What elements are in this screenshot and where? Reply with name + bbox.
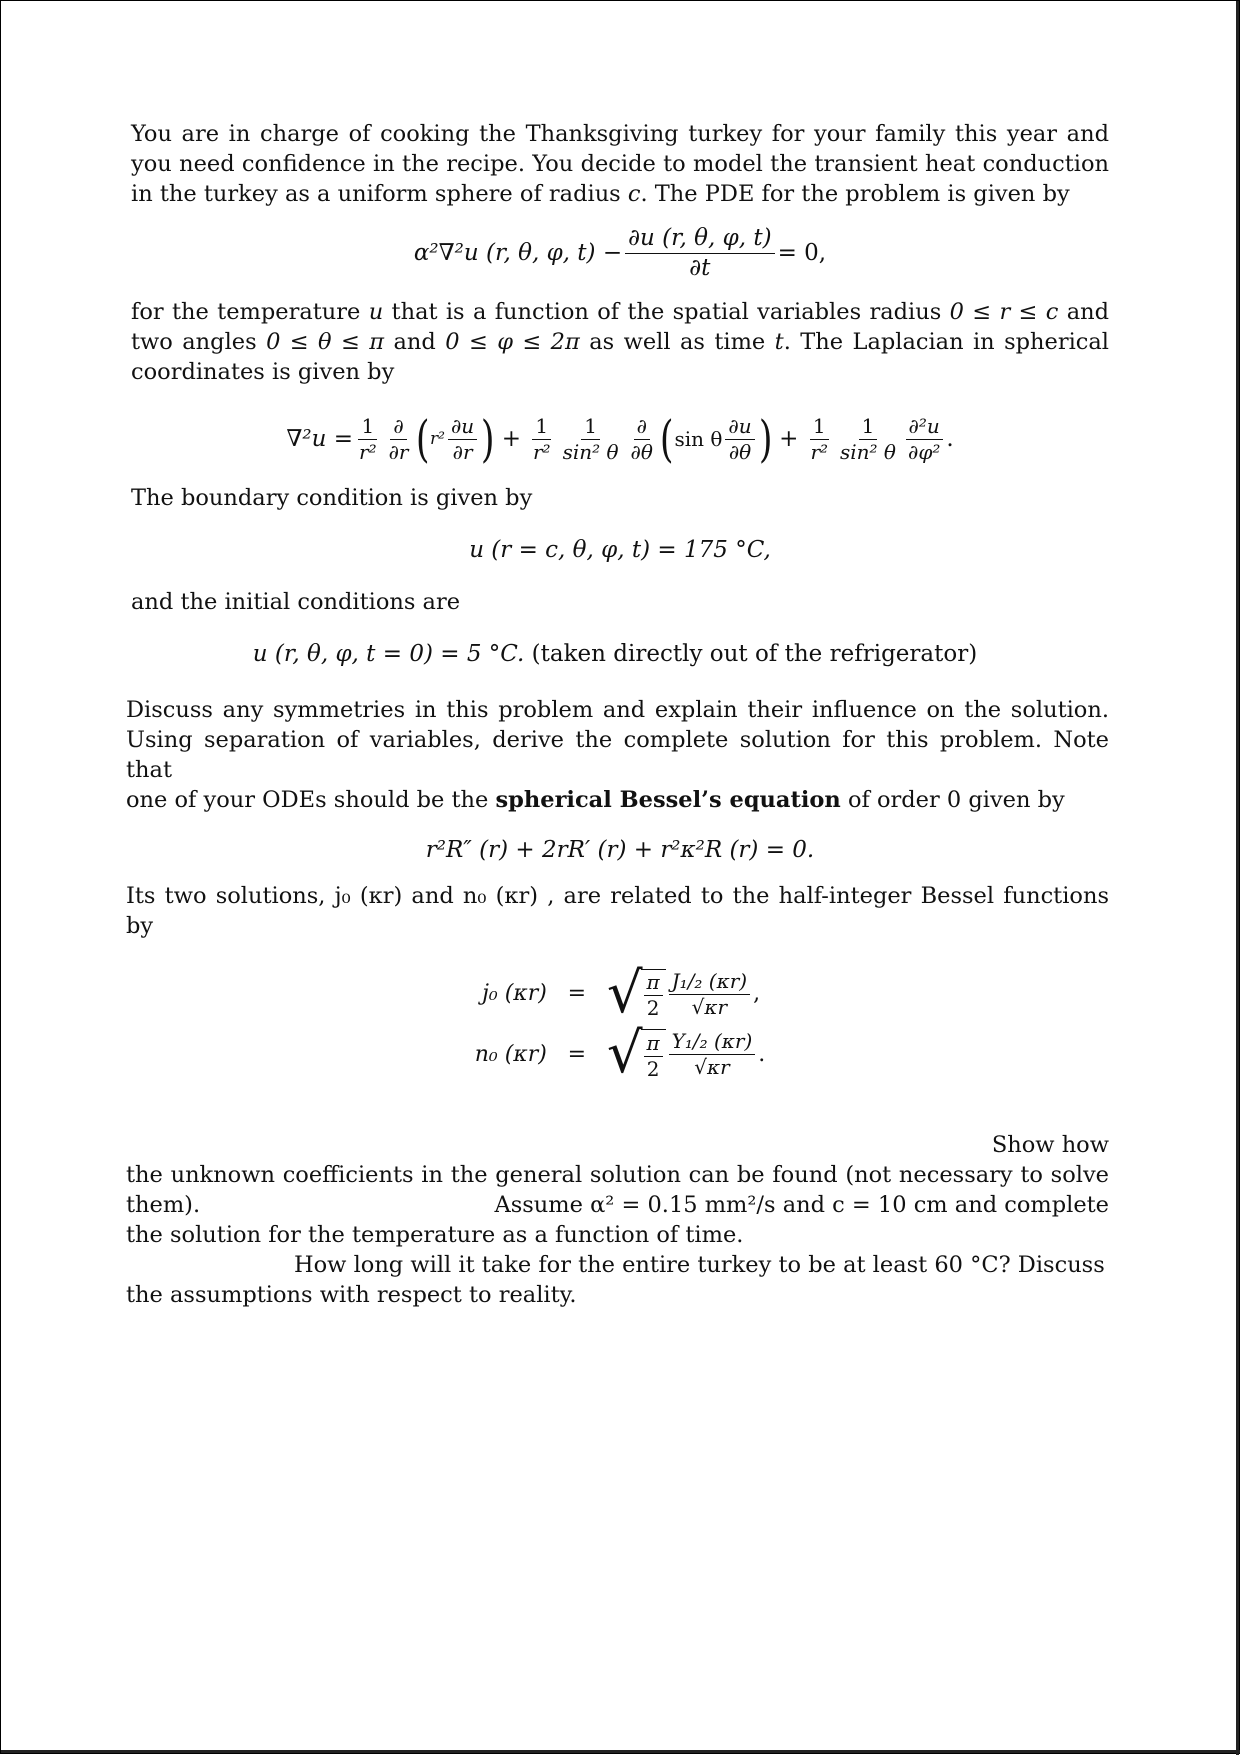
- closing-paragraph: [126, 1130, 1109, 1310]
- pde-numerator: ∂u (r, θ, φ, t): [625, 226, 775, 253]
- left-paren: (: [415, 410, 430, 468]
- lap-frac-3: [448, 413, 477, 464]
- pde-fraction: [625, 226, 775, 279]
- lap-frac-6-num: ∂: [634, 416, 650, 440]
- temperature-variable: u: [368, 299, 384, 325]
- bc-equation: u (r = c, θ, φ, t) = 175 °C,: [469, 537, 771, 563]
- n0-numerator: Y₁/₂ (κr): [669, 1031, 756, 1055]
- page-shadow-bottom: [1, 1750, 1240, 1753]
- lap-frac-1-den: r²: [359, 439, 377, 464]
- vars-text-1: for the temperature: [131, 299, 361, 325]
- lap-frac-8-den: r²: [810, 439, 829, 464]
- n0-end: .: [758, 1041, 766, 1067]
- closing-line-4: How long will it take for the entire turkey to be at least 60 °C? Discuss: [294, 1251, 1105, 1278]
- n0-equals: =: [567, 1041, 587, 1067]
- radical-sign: √: [606, 1021, 643, 1087]
- vars-text-3: and two angles: [131, 299, 1109, 355]
- vars-text-4: and: [393, 329, 436, 355]
- radical-sign: √: [606, 961, 643, 1026]
- lap-frac-5-den: sin² θ: [562, 439, 619, 464]
- intro-line-2: you need confidence in the recipe. You decide to model the transient heat conduction: [131, 151, 1109, 177]
- vars-text-2: that is a function of the spatial variables radius: [391, 299, 942, 325]
- right-paren: ): [481, 410, 495, 468]
- lap-end: .: [946, 426, 954, 452]
- lap-frac-7: [725, 413, 754, 464]
- lap-frac-10-den: ∂φ²: [907, 439, 941, 464]
- lap-frac-8: [807, 413, 831, 464]
- solutions-paragraph: [126, 881, 1109, 941]
- problem-text: [126, 119, 1110, 1310]
- j0-denominator: √κr: [691, 994, 728, 1019]
- pde-rhs: = 0,: [777, 240, 827, 266]
- lap-frac-4-den: r²: [533, 439, 551, 464]
- discuss-line-3-text: one of your ODEs should be the: [126, 787, 489, 813]
- j0-equals: =: [567, 981, 587, 1007]
- theta-range: 0 ≤ θ ≤ π: [266, 329, 385, 355]
- j0-rhs: [606, 961, 765, 1026]
- closing-show-how: Show how: [991, 1131, 1109, 1158]
- lap-plus-2: +: [779, 426, 799, 452]
- intro-line-1: You are in charge of cooking the Thanksgiving turkey for your family this year and: [131, 121, 1109, 147]
- variables-paragraph: [131, 297, 1109, 387]
- n0-pi: π: [644, 1033, 663, 1057]
- lap-frac-9-den: sin² θ: [840, 439, 896, 464]
- n0-radicand: [641, 1029, 666, 1079]
- discuss-line-2: Using separation of variables, derive the complete solution for this problem. Note that: [126, 727, 1109, 783]
- n0-denominator: √κr: [694, 1055, 730, 1080]
- closing-line-1: the unknown coefficients in the general solution can be found (not necessary to solve: [126, 1161, 1109, 1188]
- j0-fraction: [669, 968, 750, 1019]
- intro-paragraph: [131, 119, 1109, 209]
- intro-line-3-end: . The PDE for the problem is given by: [640, 181, 1070, 207]
- closing-line-2: [126, 1190, 1109, 1220]
- lap-frac-10-num: ∂²u: [906, 416, 943, 440]
- vars-text-5: as well as time: [589, 329, 766, 355]
- n0-two: 2: [646, 1056, 660, 1081]
- radius-variable: c: [627, 181, 641, 207]
- lap-frac-2: [386, 413, 412, 464]
- ic-equation: u (r, θ, φ, t = 0) = 5 °C.: [252, 641, 525, 667]
- vars-text-6: . The Laplacian in spherical coordinates is given by: [131, 329, 1110, 385]
- phi-range: 0 ≤ φ ≤ 2π: [445, 329, 580, 355]
- n0-pi-frac: [644, 1030, 663, 1081]
- lap-frac-6-den: ∂θ: [630, 439, 653, 464]
- bc-intro: The boundary condition is given by: [131, 485, 533, 511]
- n0-rhs: [606, 1021, 766, 1087]
- lap-frac-5-num: 1: [581, 416, 600, 440]
- closing-line-5: the assumptions with respect to reality.: [126, 1281, 577, 1308]
- discuss-line-3-end: of order 0 given by: [847, 787, 1065, 813]
- lap-frac-9-num: 1: [859, 416, 878, 440]
- pde-lhs: α²∇²u (r, θ, φ, t) −: [413, 240, 623, 266]
- solutions-line-2: by: [126, 913, 154, 939]
- lap-frac-7-num: ∂u: [725, 416, 754, 440]
- lap-frac-8-num: 1: [810, 416, 829, 440]
- lap-r-squared: r²: [430, 429, 445, 449]
- n0-sqrt: [606, 1021, 666, 1087]
- closing-line-2-b: Assume α² = 0.15 mm²/s and c = 10 cm and complete: [494, 1191, 1109, 1218]
- j0-end: ,: [753, 981, 761, 1007]
- lap-frac-3-num: ∂u: [448, 416, 477, 440]
- closing-line-3: the solution for the temperature as a function of time.: [126, 1221, 744, 1248]
- pde-denominator: ∂t: [689, 254, 711, 281]
- discuss-paragraph: [126, 695, 1109, 815]
- lap-frac-5: [560, 413, 622, 464]
- discuss-line-1: Discuss any symmetries in this problem and explain their influence on the solution.: [126, 697, 1109, 723]
- bessel-relations: [131, 961, 1109, 1087]
- n0-lhs: n₀ (κr): [474, 1041, 547, 1067]
- laplacian-lhs: ∇²u =: [286, 426, 354, 452]
- lap-frac-6: [628, 413, 656, 464]
- lap-frac-1-num: 1: [358, 416, 377, 440]
- lap-frac-2-den: ∂r: [388, 439, 409, 464]
- lap-frac-4-num: 1: [532, 416, 551, 440]
- discuss-line-3: [126, 785, 1109, 815]
- j0-sqrt: [606, 961, 666, 1026]
- laplacian-equation: [131, 399, 1109, 479]
- ic-equation-row: [131, 637, 1109, 671]
- pde-equation: [131, 223, 1109, 283]
- lap-plus-1: +: [501, 426, 521, 452]
- left-paren-2: (: [659, 410, 674, 468]
- n0-fraction: [669, 1031, 756, 1078]
- bessel-equation: r²R″ (r) + 2rR′ (r) + r²κ²R (r) = 0.: [425, 837, 815, 863]
- lap-frac-10: [905, 413, 943, 464]
- lap-frac-2-num: ∂: [390, 416, 406, 440]
- j0-numerator: J₁/₂ (κr): [669, 971, 750, 995]
- bessel-equation-term: spherical Bessel’s equation: [495, 787, 841, 813]
- ic-intro: and the initial conditions are: [131, 589, 461, 615]
- j0-two: 2: [646, 996, 660, 1021]
- radius-range: 0 ≤ r ≤ c: [949, 299, 1059, 325]
- lap-frac-3-den: ∂r: [452, 439, 473, 464]
- j0-lhs: j₀ (κr): [482, 981, 547, 1007]
- j0-pi: π: [644, 972, 663, 996]
- time-variable: t: [774, 329, 784, 355]
- closing-line-2-a: them).: [126, 1191, 201, 1218]
- solutions-line-1: Its two solutions, j₀ (κr) and n₀ (κr) , are related to the half-integer Bessel functions: [126, 883, 1109, 909]
- j0-radicand: [641, 969, 666, 1019]
- right-paren-2: ): [758, 410, 773, 468]
- j0-pi-frac: [644, 972, 663, 1019]
- lap-frac-1: [356, 413, 380, 464]
- lap-frac-7-den: ∂θ: [728, 439, 752, 464]
- page-shadow-right: [1236, 1, 1239, 1755]
- intro-line-3: [131, 179, 1109, 209]
- ic-note: (taken directly out of the refrigerator): [531, 641, 978, 667]
- intro-line-3-text: in the turkey as a uniform sphere of radius: [131, 181, 621, 207]
- lap-frac-4: [530, 413, 554, 464]
- lap-frac-9: [837, 413, 899, 464]
- lap-sin-theta: sin θ: [674, 427, 723, 451]
